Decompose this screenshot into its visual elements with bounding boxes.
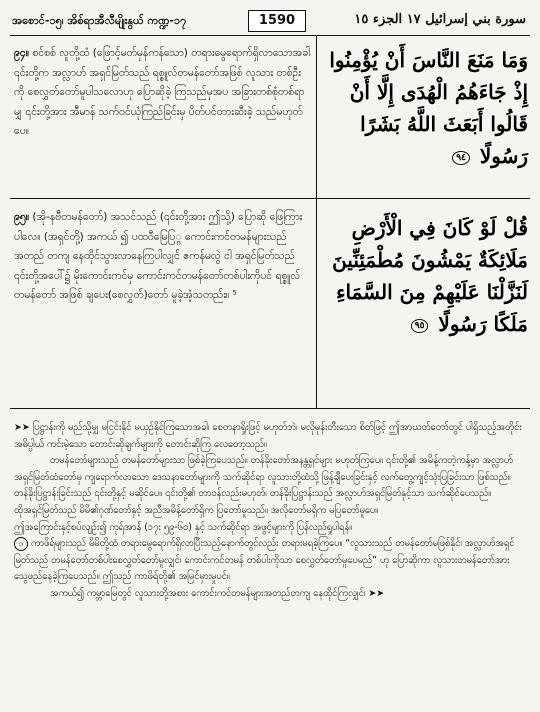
footnote-marker: ၁	[14, 537, 28, 551]
verse-94-arabic	[322, 44, 528, 172]
footnote-paragraph: တမန်တော်များသည် တမန်တော်များသာ ဖြစ်ခဲ့ကြပေသည်။ တန်ခိုးတော်အနန္တရှင်များ မဟုတ်ကြပေ။ ၎င်းတို့၏ အမိန့်ကတဲ့ကန့်မှာ အလ္လာဟ်အရှင်မြတ်ထံတော်မှ ကျရောက်လာသော ဒေသနာတော်များကို သက်ဆိုင်ရာ လူသားတို့ထံသို့ ဖြန့်ချီပေးခြင်းနှင့် လက်တွေ့ကျင့်သုံးပြခြင်းသာ ဖြစ်သည်။ တန်ခိုးပြဋ္ဌာန်းခြင်းသည် ၎င်းတို့နှင့် မဆိုင်ပေ။ ၎င်းတို့၏ တာဝန်လည်းမဟုတ်၊ တန်ခိုးပြဋ္ဌာန်းသည် အလ္လာဟ်အရှင်မြတ်နှင့်သာ သက်ဆိုင်ပေသည်။	[14, 455, 513, 500]
verse-94-number: ၉၄။	[14, 47, 29, 59]
footnote-paragraph: အကယ်၍ ကမ္ဘာမြေတွင် လူသားတို့အစား ကောင်းကင်တမန်များအတည်တကျ နေထိုင်ကြလျှင်၊ ➤➤	[50, 587, 385, 599]
verse-94-ayah-marker: ٩٤	[452, 151, 470, 165]
verse-divider	[10, 198, 530, 199]
page	[10, 8, 530, 704]
verse-95-number: ၉၅။	[14, 211, 29, 223]
verse-95-arabic	[322, 212, 528, 340]
page-header	[10, 8, 530, 34]
verse-95-translation	[14, 208, 310, 306]
header-right-title: سورة بني إسرائيل ١٧ الجزء ١٥	[354, 12, 526, 27]
header-left-title: အစောင်-၁၅၊ အိစ်ရာအီလီမျိုးနွယ် ကဏ္ဍ-၁၇	[12, 14, 187, 27]
verse-95-text: (အို-နဗီတမန်တော်) အသင်သည် (၎င်းတို့အား ဤသို့) ပြောဆို ဖြေကြားပါလေ။ (အရှင်တို့) အကယ် ၍ ပထဝီမြေပြ္ဂ ကောင်းကင်တမန်များသည် အတည် တကျ နေထိုင်သွားလာနေကြပါလျှင် ဧကန်မလွဲ ငါ အရှင်မြတ်သည် ၎င်းတို့အပေါ်၌ မိုးကောင်းကင်မှ ကောင်းကင်တမန်တော်တစ်ပါးကိုပင် ရစ္စူလ်တမန်တော် အဖြစ် ချပေး(စေလွှတ်)တော် မူခဲ့အံ့သတည်း။ ⁵	[14, 211, 303, 302]
verse-95-ayah-marker: ٩٥	[411, 319, 429, 333]
page-number: 1590	[248, 10, 306, 32]
footnote-divider	[10, 408, 530, 409]
footnote-paragraph: ဤအကြောင်းနှင့်စပ်လျဉ်း၍ ကုရ်အာန် (၁၇း ၅၉-၆၀) နှင့် သက်ဆိုင်ရာ အဖွင့်များကို ပြန်လည်ရှုပါရန်။	[14, 521, 353, 533]
verse-94-translation	[14, 44, 310, 142]
footnote-paragraph: ➤➤ ပြဋ္ဌာန်းကို မည်သို့မျှ မငြင်းနိုင် မယှဉ်နိုင်ကြသောအခါ၊ စေတနာရှိုးဖြင့် မဟုတ်ဘဲ၊ မလိုမုန်းတီးသော စိတ်ဖြင့် ဤအာယတ်တော်တွင် ပါရှိသည့်အတိုင်း အဓိပ္ပါယ် ကင်းမဲ့သော တောင်းဆိုချက်များကို တောင်းဆိုကြ လေတော့သည်။	[14, 422, 522, 450]
verse-94-arabic-text: وَمَا مَنَعَ النَّاسَ أَنْ يُؤْمِنُوا إِذْ جَاءَهُمُ الْهُدَى إِلَّا أَنْ قَالُوا أَبَعَثَ اللَّهُ بَشَرًا رَسُولًا	[329, 48, 528, 168]
footnote-text: ကာဖိရ်များသည် မိမိတို့ထံ တရားမွေရောက်ရှိလာပြီးသည့်နောက်တွင်လည်း တရားမရခဲ့ကြပေ။ “လူသားသည် တမန်တော်မဖြစ်နိုင်၊ အလ္လာဟ်အရှင်မြတ်သည် တမန်တော်တစ်ပါးစေလွှတ်တော်မူလျှင်၊ ကောင်းကင်တမန် တစ်ပါးကိုသာ စေလွှတ်တော်မူပေမည်” ဟု ပြောဆိုကာ လူသားတမန်တော်အား သွေဖည်နေခဲ့ကြပေသည်။ ဤသည် ကာဖိရ်တို့၏ အမြင်မှားမှုပင်။	[14, 538, 515, 583]
footnote-paragraph	[14, 536, 528, 586]
column-divider	[316, 35, 317, 408]
footnote-paragraph: ထိုအရှင်မြတ်သည် မိမိ၏ဂုဏ်တော်နှင့် အညီအမိန့်တော်ရှိက ပြတော်မူသည်။ အလိုတော်မရှိက မပြတော်မူပေ။	[14, 504, 379, 516]
verse-94-text: စင်စစ် လူတို့ထံ (ဖြောင့်မတ်မှန်ကန်သော) တရားမွေရောက်ရှိလာသောအခါ ၎င်းတို့က အလ္လာဟ် အရှင်မြတ်သည် ရစ္စူလ်တမန်တော်အဖြစ် လူသား တစ်ဦးကို စေလွှတ်တော်မူပါသလောဟု ပြောဆိုခဲ့ ကြသည်မှအပ အခြားတစ်စုံတစ်ရာမျှ ၎င်းတို့အား အီမာန် သက်ဝင်ယုံကြည်ခြင်းမှ ပိတ်ပင်တားဆီးခဲ့ သည်မဟုတ်ပေ။	[14, 47, 310, 138]
footnotes	[14, 420, 528, 603]
header-divider	[10, 35, 530, 36]
verse-95-arabic-text: قُلْ لَوْ كَانَ فِي الْأَرْضِ مَلَائِكَةٌ يَمْشُونَ مُطْمَئِنِّينَ لَنَزَّلْنَا عَلَيْهِمْ مِنَ السَّمَاءِ مَلَكًا رَسُولًا	[332, 216, 528, 336]
